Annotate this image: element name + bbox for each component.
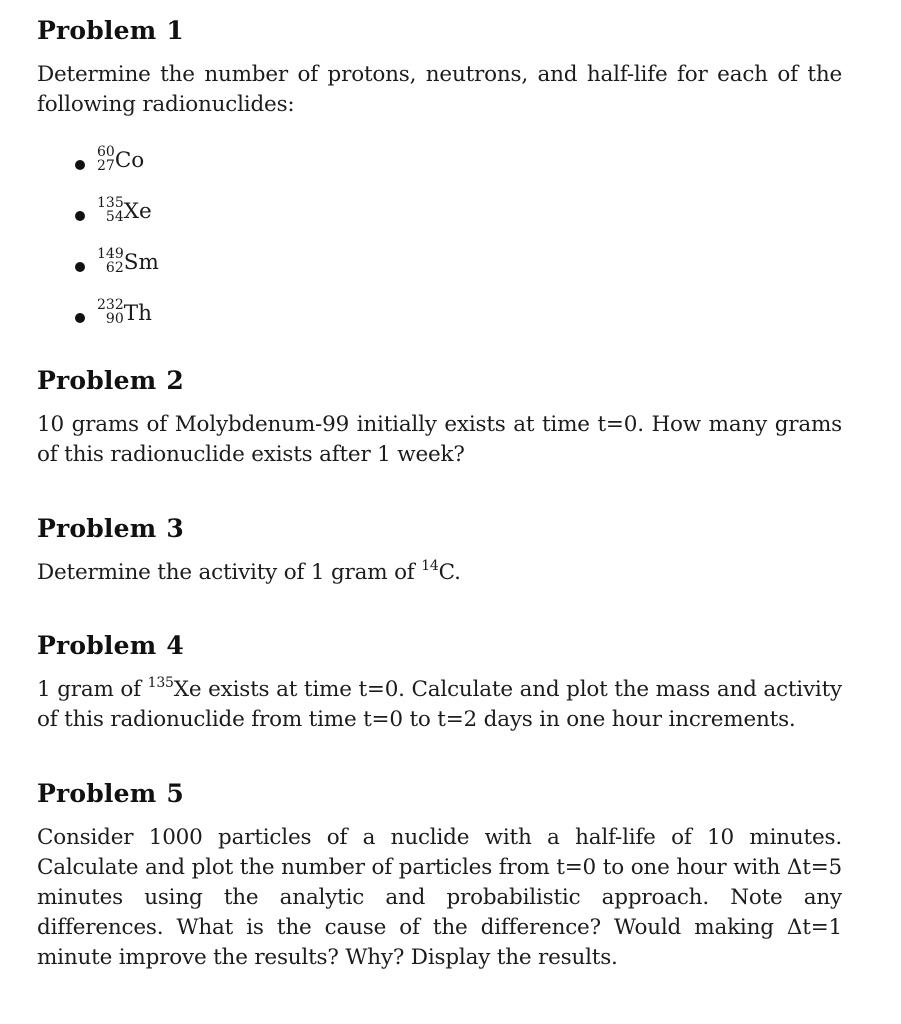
heading-label: Problem [37, 779, 157, 808]
element-symbol: Sm [123, 250, 159, 275]
problem-1-text: Determine the number of protons, neutrons, and half-life for each of the following radionuclides: [37, 62, 842, 117]
heading-number: 2 [166, 366, 184, 395]
text-after: Xe exists at time t=0. Calculate and plot the mass and activity of this radionuclide from time t=0 to t=2 days in one hour increments. [37, 677, 842, 732]
element-symbol: Th [123, 301, 152, 326]
problem-4-heading [37, 631, 842, 660]
element-symbol: Xe [123, 199, 152, 224]
heading-label: Problem [37, 514, 157, 543]
problem-2-text: 10 grams of Molybdenum-99 initially exists at time t=0. How many grams of this radionuclide exists after 1 week? [37, 412, 842, 467]
mass-number: 149 [97, 246, 124, 262]
heading-label: Problem [37, 16, 157, 45]
bullet [75, 313, 85, 323]
heading-label: Problem [37, 631, 157, 660]
mass-number: 232 [97, 297, 124, 313]
heading-label: Problem [37, 366, 157, 395]
nuclide-th232 [97, 296, 152, 336]
isotope-mass: 135 [147, 675, 174, 691]
list-item [37, 245, 842, 296]
problem-5 [37, 779, 842, 973]
nuclide-xe135 [97, 194, 152, 234]
bullet [75, 262, 85, 272]
heading-number: 1 [166, 16, 184, 45]
list-item [37, 194, 842, 245]
text-after: C. [438, 560, 461, 585]
nuclide-co60 [97, 143, 144, 183]
problem-2 [37, 366, 842, 470]
list-item [37, 143, 842, 194]
isotope-mass: 14 [421, 558, 439, 574]
heading-number: 4 [166, 631, 184, 660]
mass-number: 135 [97, 195, 124, 211]
text-before: Determine the activity of 1 gram of [37, 560, 422, 585]
nuclide-list [37, 143, 842, 347]
problem-4 [37, 631, 842, 735]
problem-5-heading [37, 779, 842, 808]
atomic-number: 54 [105, 209, 124, 225]
element-symbol: Co [114, 148, 145, 173]
bullet [75, 160, 85, 170]
problem-1 [37, 16, 842, 120]
problem-1-heading [37, 16, 842, 45]
atomic-number: 62 [105, 260, 124, 276]
problem-3-text [37, 558, 842, 588]
list-item [37, 296, 842, 347]
atomic-number: 90 [105, 311, 124, 327]
mass-number: 60 [97, 144, 115, 160]
bullet [75, 211, 85, 221]
problem-2-heading [37, 366, 842, 395]
nuclide-sm149 [97, 245, 159, 285]
text-before: 1 gram of [37, 677, 148, 702]
problem-4-text [37, 675, 842, 735]
problem-3 [37, 514, 842, 588]
problem-3-heading [37, 514, 842, 543]
heading-number: 5 [166, 779, 184, 808]
problem-5-text: Consider 1000 particles of a nuclide with a half-life of 10 minutes. Calculate and plot the number of particles from t=0 to one hour with Δt=5 minutes using the analytic and probabilistic approach. Note any differences. What is the cause of the difference? Would making Δt=1 minute improve the results? Why? Display the results. [37, 825, 842, 970]
heading-number: 3 [166, 514, 184, 543]
atomic-number: 27 [97, 158, 115, 174]
